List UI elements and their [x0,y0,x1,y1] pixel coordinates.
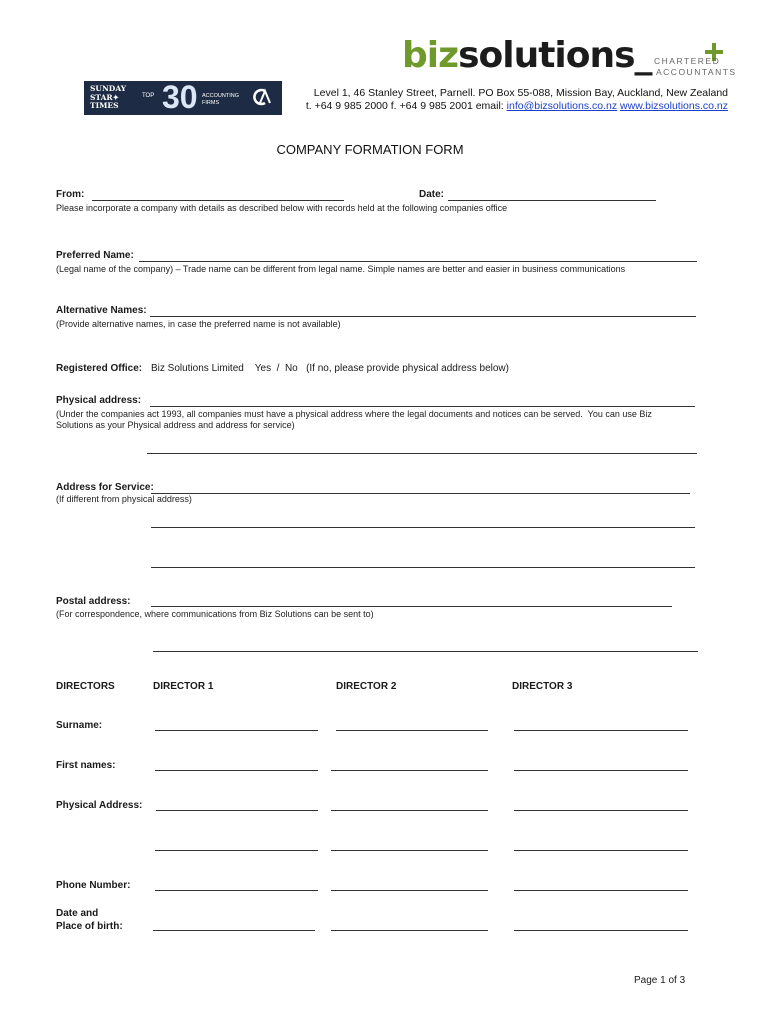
badge-firms: ACCOUNTING FIRMS [202,93,239,106]
address-line: Level 1, 46 Stanley Street, Parnell. PO Box 55-088, Mission Bay, Auckland, New Zealand [313,87,728,99]
alternative-names-note: (Provide alternative names, in case the preferred name is not available) [56,319,341,329]
date-field[interactable] [448,200,656,201]
director-1-first-names-field[interactable] [155,770,318,771]
director-1-dob-field[interactable] [153,930,315,931]
badge-paper: SUNDAY STAR✦ TIMES [90,84,127,110]
postal-address-note: (For correspondence, where communications from Biz Solutions can be sent to) [56,609,374,619]
surname-label: Surname: [56,720,103,731]
director-3-first-names-field[interactable] [514,770,688,771]
top-30-badge [84,81,282,115]
from-label: From: [56,189,85,200]
from-field[interactable] [92,200,344,201]
alternative-names-label: Alternative Names: [56,305,147,316]
physical-address-label: Physical address: [56,395,142,406]
logo-solutions-text: solutions_ [458,35,652,76]
preferred-name-note: (Legal name of the company) – Trade name can be different from legal name. Simple names are better and easier in business communications [56,264,626,274]
director-3-surname-field[interactable] [514,730,688,731]
director-3-address-field[interactable] [514,810,688,811]
email-link[interactable]: info@bizsolutions.co.nz [506,100,618,112]
postal-address-label: Postal address: [56,596,131,607]
badge-number: 30 [162,79,198,115]
physical-address-note-2: Solutions as your Physical address and address for service) [56,420,295,430]
accountants-label: ACCOUNTANTS [656,67,737,77]
logo-biz-text: biz [402,35,459,76]
website-link[interactable]: www.bizsolutions.co.nz [620,100,728,112]
director-physical-address-label: Physical Address: [56,800,143,811]
form-title: COMPANY FORMATION FORM [276,142,464,157]
director-2-first-names-field[interactable] [331,770,488,771]
director-2-heading: DIRECTOR 2 [336,681,397,692]
page-number: Page 1 of 3 [634,975,686,986]
phone-number-label: Phone Number: [56,880,131,891]
phone-fax: t. +64 9 985 2000 f. +64 9 985 2001 email: [305,100,504,112]
address-for-service-note: (If different from physical address) [56,494,192,504]
chartered-label: CHARTERED [654,56,721,66]
registered-office-text: Biz Solutions Limited Yes / No (If no, please provide physical address below) [151,363,509,374]
date-and-label: Date and [56,908,99,919]
preferred-name-field[interactable] [139,261,697,262]
director-1-address-field-2[interactable] [155,850,318,851]
director-1-surname-field[interactable] [155,730,318,731]
date-label: Date: [419,189,445,200]
director-2-dob-field[interactable] [331,930,488,931]
address-for-service-field-3[interactable] [151,567,695,568]
company-address [268,87,728,113]
address-for-service-field-2[interactable] [151,527,695,528]
director-1-phone-field[interactable] [155,890,318,891]
registered-office-label: Registered Office: [56,363,143,374]
address-for-service-field[interactable] [151,493,690,494]
director-3-address-field-2[interactable] [514,850,688,851]
directors-heading: DIRECTORS [56,681,115,692]
date-place-birth-label [56,907,123,933]
first-names-label: First names: [56,760,116,771]
director-2-address-field[interactable] [331,810,488,811]
postal-address-field[interactable] [151,606,672,607]
contact-line [268,100,728,113]
director-1-address-field[interactable] [156,810,318,811]
preferred-name-label: Preferred Name: [56,250,134,261]
company-logo [402,35,652,78]
chartered-accountants-mark [654,42,737,77]
director-2-address-field-2[interactable] [331,850,488,851]
physical-address-field[interactable] [150,406,695,407]
director-3-dob-field[interactable] [514,930,688,931]
alternative-names-field[interactable] [150,316,696,317]
intro-text: Please incorporate a company with details as described below with records held at the following companies office [56,203,508,213]
director-1-heading: DIRECTOR 1 [153,681,214,692]
director-2-phone-field[interactable] [331,890,488,891]
badge-top: TOP [142,93,155,99]
place-of-birth-label: Place of birth: [56,921,123,932]
director-2-surname-field[interactable] [336,730,488,731]
address-for-service-label: Address for Service: [56,482,154,493]
director-3-phone-field[interactable] [514,890,688,891]
director-3-heading: DIRECTOR 3 [512,681,573,692]
physical-address-note-1: (Under the companies act 1993, all companies must have a physical address where the legal documents and notices can be served. You can use Biz [56,409,652,419]
physical-address-field-2[interactable] [147,453,697,454]
postal-address-field-2[interactable] [153,651,698,652]
